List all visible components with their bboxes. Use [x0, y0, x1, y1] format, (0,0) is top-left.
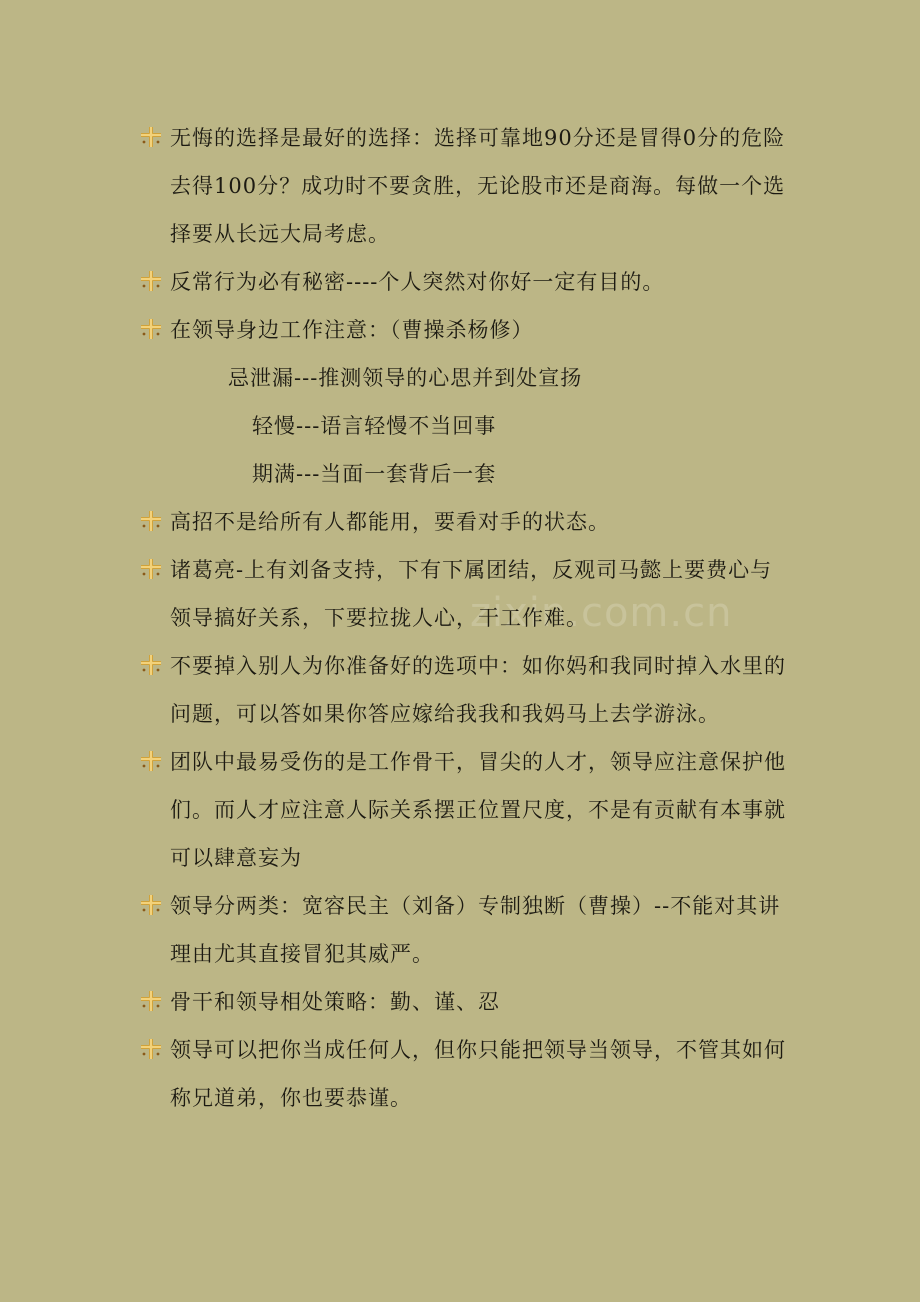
item-text: 不要掉入别人为你准备好的选项中：如你妈和我同时掉入水里的问题，可以答如果你答应嫁给我我和我妈马上去学游泳。 — [170, 654, 786, 726]
list-item — [138, 738, 788, 882]
list-item — [138, 546, 788, 642]
list-item — [138, 978, 788, 1026]
cross-bullet-icon — [140, 990, 162, 1012]
item-text: 反常行为必有秘密----个人突然对你好一定有目的。 — [170, 270, 665, 294]
cross-bullet-icon — [140, 558, 162, 580]
item-text: 骨干和领导相处策略：勤、谨、忍 — [170, 990, 500, 1014]
cross-bullet-icon — [140, 894, 162, 916]
list-item — [138, 882, 788, 978]
list-item — [138, 306, 788, 354]
cross-bullet-icon — [140, 750, 162, 772]
list-item — [138, 642, 788, 738]
list-item — [138, 114, 788, 258]
item-text: 在领导身边工作注意：（曹操杀杨修） — [170, 318, 534, 342]
list-item — [138, 1026, 788, 1122]
item-text: 高招不是给所有人都能用，要看对手的状态。 — [170, 510, 610, 534]
cross-bullet-icon — [140, 1038, 162, 1060]
item-text: 领导分两类：宽容民主（刘备）专制独断（曹操）--不能对其讲理由尤其直接冒犯其威严。 — [170, 894, 781, 966]
document-content — [138, 114, 788, 1122]
watermark: zixin.com.cn — [470, 590, 733, 636]
item-text: 领导可以把你当成任何人，但你只能把领导当领导，不管其如何称兄道弟，你也要恭谨。 — [170, 1038, 786, 1110]
cross-bullet-icon — [140, 654, 162, 676]
cross-bullet-icon — [140, 318, 162, 340]
cross-bullet-icon — [140, 270, 162, 292]
item-text: 诸葛亮-上有刘备支持，下有下属团结，反观司马懿上要费心与领导搞好关系，下要拉拢人心，干工作难。 — [170, 558, 773, 630]
cross-bullet-icon — [140, 126, 162, 148]
sub-item: 期满---当面一套背后一套 — [252, 462, 497, 486]
item-text: 无悔的选择是最好的选择：选择可靠地90分还是冒得0分的危险去得100分？成功时不要贪胜，无论股市还是商海。每做一个选择要从长远大局考虑。 — [170, 126, 786, 246]
sub-item: 忌泄漏---推测领导的心思并到处宣扬 — [228, 366, 583, 390]
sub-item: 轻慢---语言轻慢不当回事 — [252, 414, 497, 438]
list-item — [138, 258, 788, 306]
item-text: 团队中最易受伤的是工作骨干，冒尖的人才，领导应注意保护他们。而人才应注意人际关系摆正位置尺度，不是有贡献有本事就可以肆意妄为 — [170, 750, 786, 870]
list-item — [138, 498, 788, 546]
cross-bullet-icon — [140, 510, 162, 532]
